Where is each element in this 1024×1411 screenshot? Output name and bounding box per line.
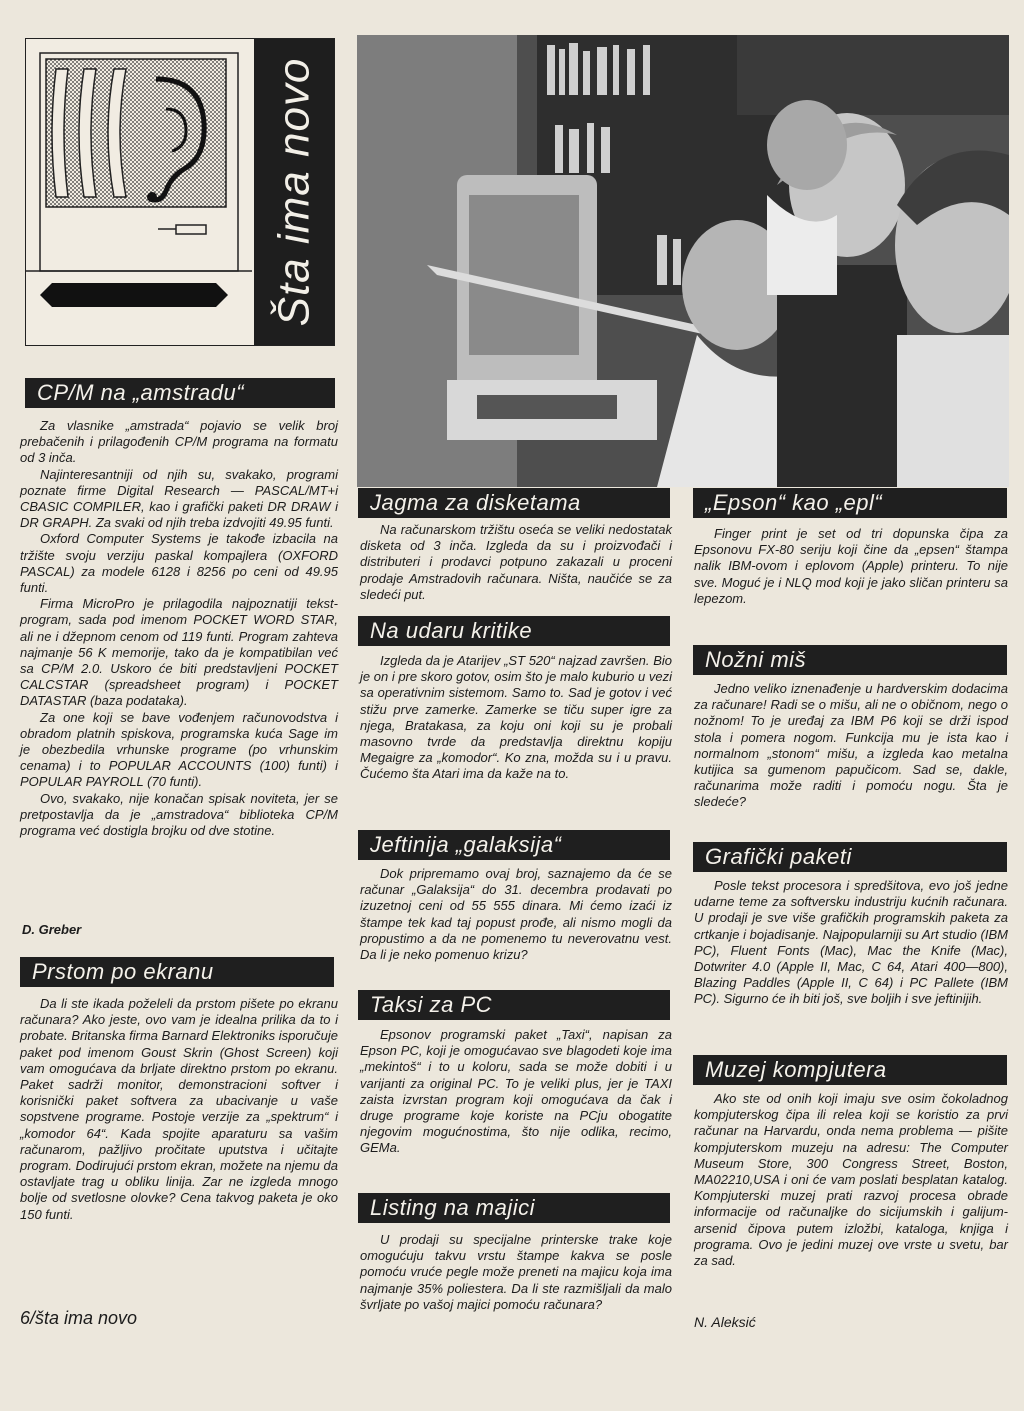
author-signature: D. Greber <box>22 922 82 937</box>
paragraph: Za vlasnike „amstrada“ pojavio se velik broj prebačenih i prilagođenih CP/M programa na formatu od 3 inča. <box>20 418 338 466</box>
paragraph: Najinteresantniji od njih su, svakako, programi poznate firme Digital Research — PASCAL/MT+i CBASIC COMPILER, kao i grafički paketi DR DRAW i DR GRAPH. Za svaki od njih treba izdvojiti 49.95 funti. <box>20 466 338 531</box>
section-header-cpm: CP/M na „amstradu“ <box>25 378 335 408</box>
paragraph: U prodaji su specijalne printerske trake koje omogućuju takvu vrstu štampe kakva se posle pomoću vruće pegle može preneti na majicu koja ima najmanje 35% poliestera. Da li ste razmišljali da malo švrljate po vašoj majici pomoću računara? <box>360 1232 672 1312</box>
paragraph: Finger print je set od tri dopunska čipa za Epsonovu FX-80 seriju koji čine da „epsen“ štampa nalik IBM-ovom i eplovom (Apple) printeru. To nije sve. Moguć je i NLQ mod koji je jako sličan printeru sa lepezom. <box>694 526 1008 606</box>
section-header-epson: „Epson“ kao „epl“ <box>693 488 1007 518</box>
masthead-title: Šta ima novo <box>269 57 318 327</box>
section-header-jagma: Jagma za disketama <box>358 488 670 518</box>
computer-ear-illustration <box>26 39 252 345</box>
article-body-muzej <box>694 1091 1008 1269</box>
section-header-muzej: Muzej kompjutera <box>693 1055 1007 1085</box>
masthead-logo <box>25 38 335 346</box>
article-body-graficki <box>694 878 1008 1008</box>
paragraph: Izgleda da je Atarijev „ST 520“ najzad završen. Bio je on i pre skoro gotov, osim što je malo kuburio u vezi sa operativnim sistemom. Samo to. Sad je gotov i već stižu prve zamerke. Zamerke se tiču super igre za njega, Bratakasa, za koju oni koji su je probali masovno tvrde da predstavlja direktnu kopiju Megaigre za „komodor“. Ko zna, možda su i u pravu. Čućemo šta Atari ima da kaže na to. <box>360 653 672 782</box>
author-signature: N. Aleksić <box>694 1314 756 1330</box>
section-header-galaksija: Jeftinija „galaksija“ <box>358 830 670 860</box>
section-header-taksi: Taksi za PC <box>358 990 670 1020</box>
masthead-title-band <box>254 39 334 345</box>
article-body-epson <box>694 526 1008 607</box>
section-header-mis: Nožni miš <box>693 645 1007 675</box>
article-body-jagma <box>360 522 672 603</box>
paragraph: Epsonov programski paket „Taxi“, napisan za Epson PC, koji je omogućavao sve blagodeti koje ima „mekintoš“ i to u koloru, sada se može dobiti i u varijanti za original PC. To je veliki plus, jer je TAXI zaista izvrstan program koji omogućava da čak i druge programe koje koriste na PCju obogatite njegovim mogućnostima, što nije odlika, recimo, GEMa. <box>360 1027 672 1156</box>
article-body-udar <box>360 653 672 783</box>
paragraph: Za one koji se bave vođenjem računovodstva i obradom platnih spiskova, programska kuća Sage im je obezbedila vrhunske programe (po vrhunskim cenama) i to POPULAR ACCOUNTS (100) funti) i POPULAR PAYROLL (70 funti). <box>20 709 338 790</box>
section-header-prstom: Prstom po ekranu <box>20 957 334 987</box>
page-folio: 6/šta ima novo <box>20 1308 138 1328</box>
article-body-mis <box>694 681 1008 811</box>
paragraph: Da li ste ikada poželeli da prstom pišete po ekranu računara? Ako jeste, ovo vam je idealna prilika da to i probate. Britanska firma Barnard Elektroniks isporučuje paket pod imenom Goust Skrin (Ghost Screen) koji vam omogućava da brljate direktno prstom po ekranu. Paket sadrži monitor, demonstracioni softver i korisnički paket softvera za ubacivanje u vaše sopstvene programe. Postoje verzije za „spektrum“ i „komodor 64“. Kada spojite aparaturu sa vašim računarom, pažljivo pročitate uputstva i učitajte program. Dodirujući prstom ekran, možete na njemu da ostavljate trag u obliku linija. Zar ne izgleda mnogo bolje od svetlosne olovke? Cena takvog paketa je oko 150 funti. <box>20 996 338 1222</box>
photo-kids-at-computer <box>357 35 1009 487</box>
paragraph: Dok pripremamo ovaj broj, saznajemo da će se računar „Galaksija“ do 31. decembra prodavati po izuzetnoj ceni od 55 555 dinara. Mi ćemo izaći iz štampe tek kad taj popust prođe, ali nismo mogli da propustimo a da ne pomenemo tu neverovatnu vest. Da li je neko pomenuo krizu? <box>360 866 672 963</box>
article-body-cpm <box>20 418 338 839</box>
article-body-listing <box>360 1232 672 1313</box>
paragraph: Oxford Computer Systems je takođe izbacila na tržište svoju verziju paskal kompajlera (OXFORD PASCAL) za modele 6128 i 8256 po ceni od 49.95 funti. <box>20 531 338 596</box>
paragraph: Na računarskom tržištu oseća se veliki nedostatak disketa od 3 inča. Izgleda da su i proizvođači i distributeri i prodavci potpuno zakazali u proceni prodaje Amstradovih računara. Ništa, naučiće se za sledeći put. <box>360 522 672 602</box>
photo-illustration <box>357 35 1009 487</box>
paragraph: Firma MicroPro je prilagodila najpoznatiji tekst-program, sada pod imenom POCKET WORD STAR, ali ne i džepnom cenom od 119 funti. Program zahteva najmanje 56 K memorije, tako da je kompatibilan već sa CP/M 2.0. Uskoro će biti predstavljeni POCKET CALCSTAR (spreadsheet program) i POCKET DATASTAR (baza podataka). <box>20 596 338 709</box>
paragraph: Ovo, svakako, nije konačan spisak noviteta, jer se pretpostavlja da je „amstradova“ biblioteka CP/M programa već dostigla brojku od dve stotine. <box>20 790 338 839</box>
article-body-galaksija <box>360 866 672 963</box>
paragraph: Ako ste od onih koji imaju sve osim čokoladnog kompjuterskog čipa ili relea koji se koristio za prvi računar na Harvardu, onda nema problema — pišite kompjuterskom muzeju na adresu: The Computer Museum Store, 300 Congress Street, Boston, MA02210,USA i oni će vam poslati besplatan katalog. Kompjuterski muzej prati razvoj procesa obrade informacije od računaljke do sicijumskih i galijum-arsenid čipova putem izložbi, kataloga, knjiga i programa. Ovo je jedini muzej ove vrste u svetu, bar za sad. <box>694 1091 1008 1269</box>
paragraph: Jedno veliko iznenađenje u hardverskim dodacima za računare! Radi se o mišu, ali ne o običnom, nego o nožnom! To je uređaj za IBM P6 koji se drži ispod stola i pomera nogom. Funkcija mu je ista kao i normalnom „stonom“ mišu, a izgleda kao metalna kutijica sa gumenom papučicom. Sad se, dakle, računarima može raditi i pomoću nogu. Šta je sledeće? <box>694 681 1008 810</box>
article-body-taksi <box>360 1027 672 1157</box>
section-header-listing: Listing na majici <box>358 1193 670 1223</box>
section-header-udar: Na udaru kritike <box>358 616 670 646</box>
article-body-prstom <box>20 996 338 1223</box>
paragraph: Posle tekst procesora i spredšitova, evo još jedne udarne teme za softversku industriju kućnih računara. U prodaji je sve više grafičkih programskih paketa za crtkanje i bojadisanje. Najpopularniji su Art studio (IBM PC), Fluent Fonts (Mac), Mac the Knife (Mac), Dotwriter 4.0 (Apple II, Mac, C 64, Atari 400—800), Blazing Paddles (Apple II, C 64) i PC Pallete (IBM PC). Sigurno će ih biti još, sve boljih i sve jeftinijih. <box>694 878 1008 1007</box>
section-header-graficki: Grafički paketi <box>693 842 1007 872</box>
